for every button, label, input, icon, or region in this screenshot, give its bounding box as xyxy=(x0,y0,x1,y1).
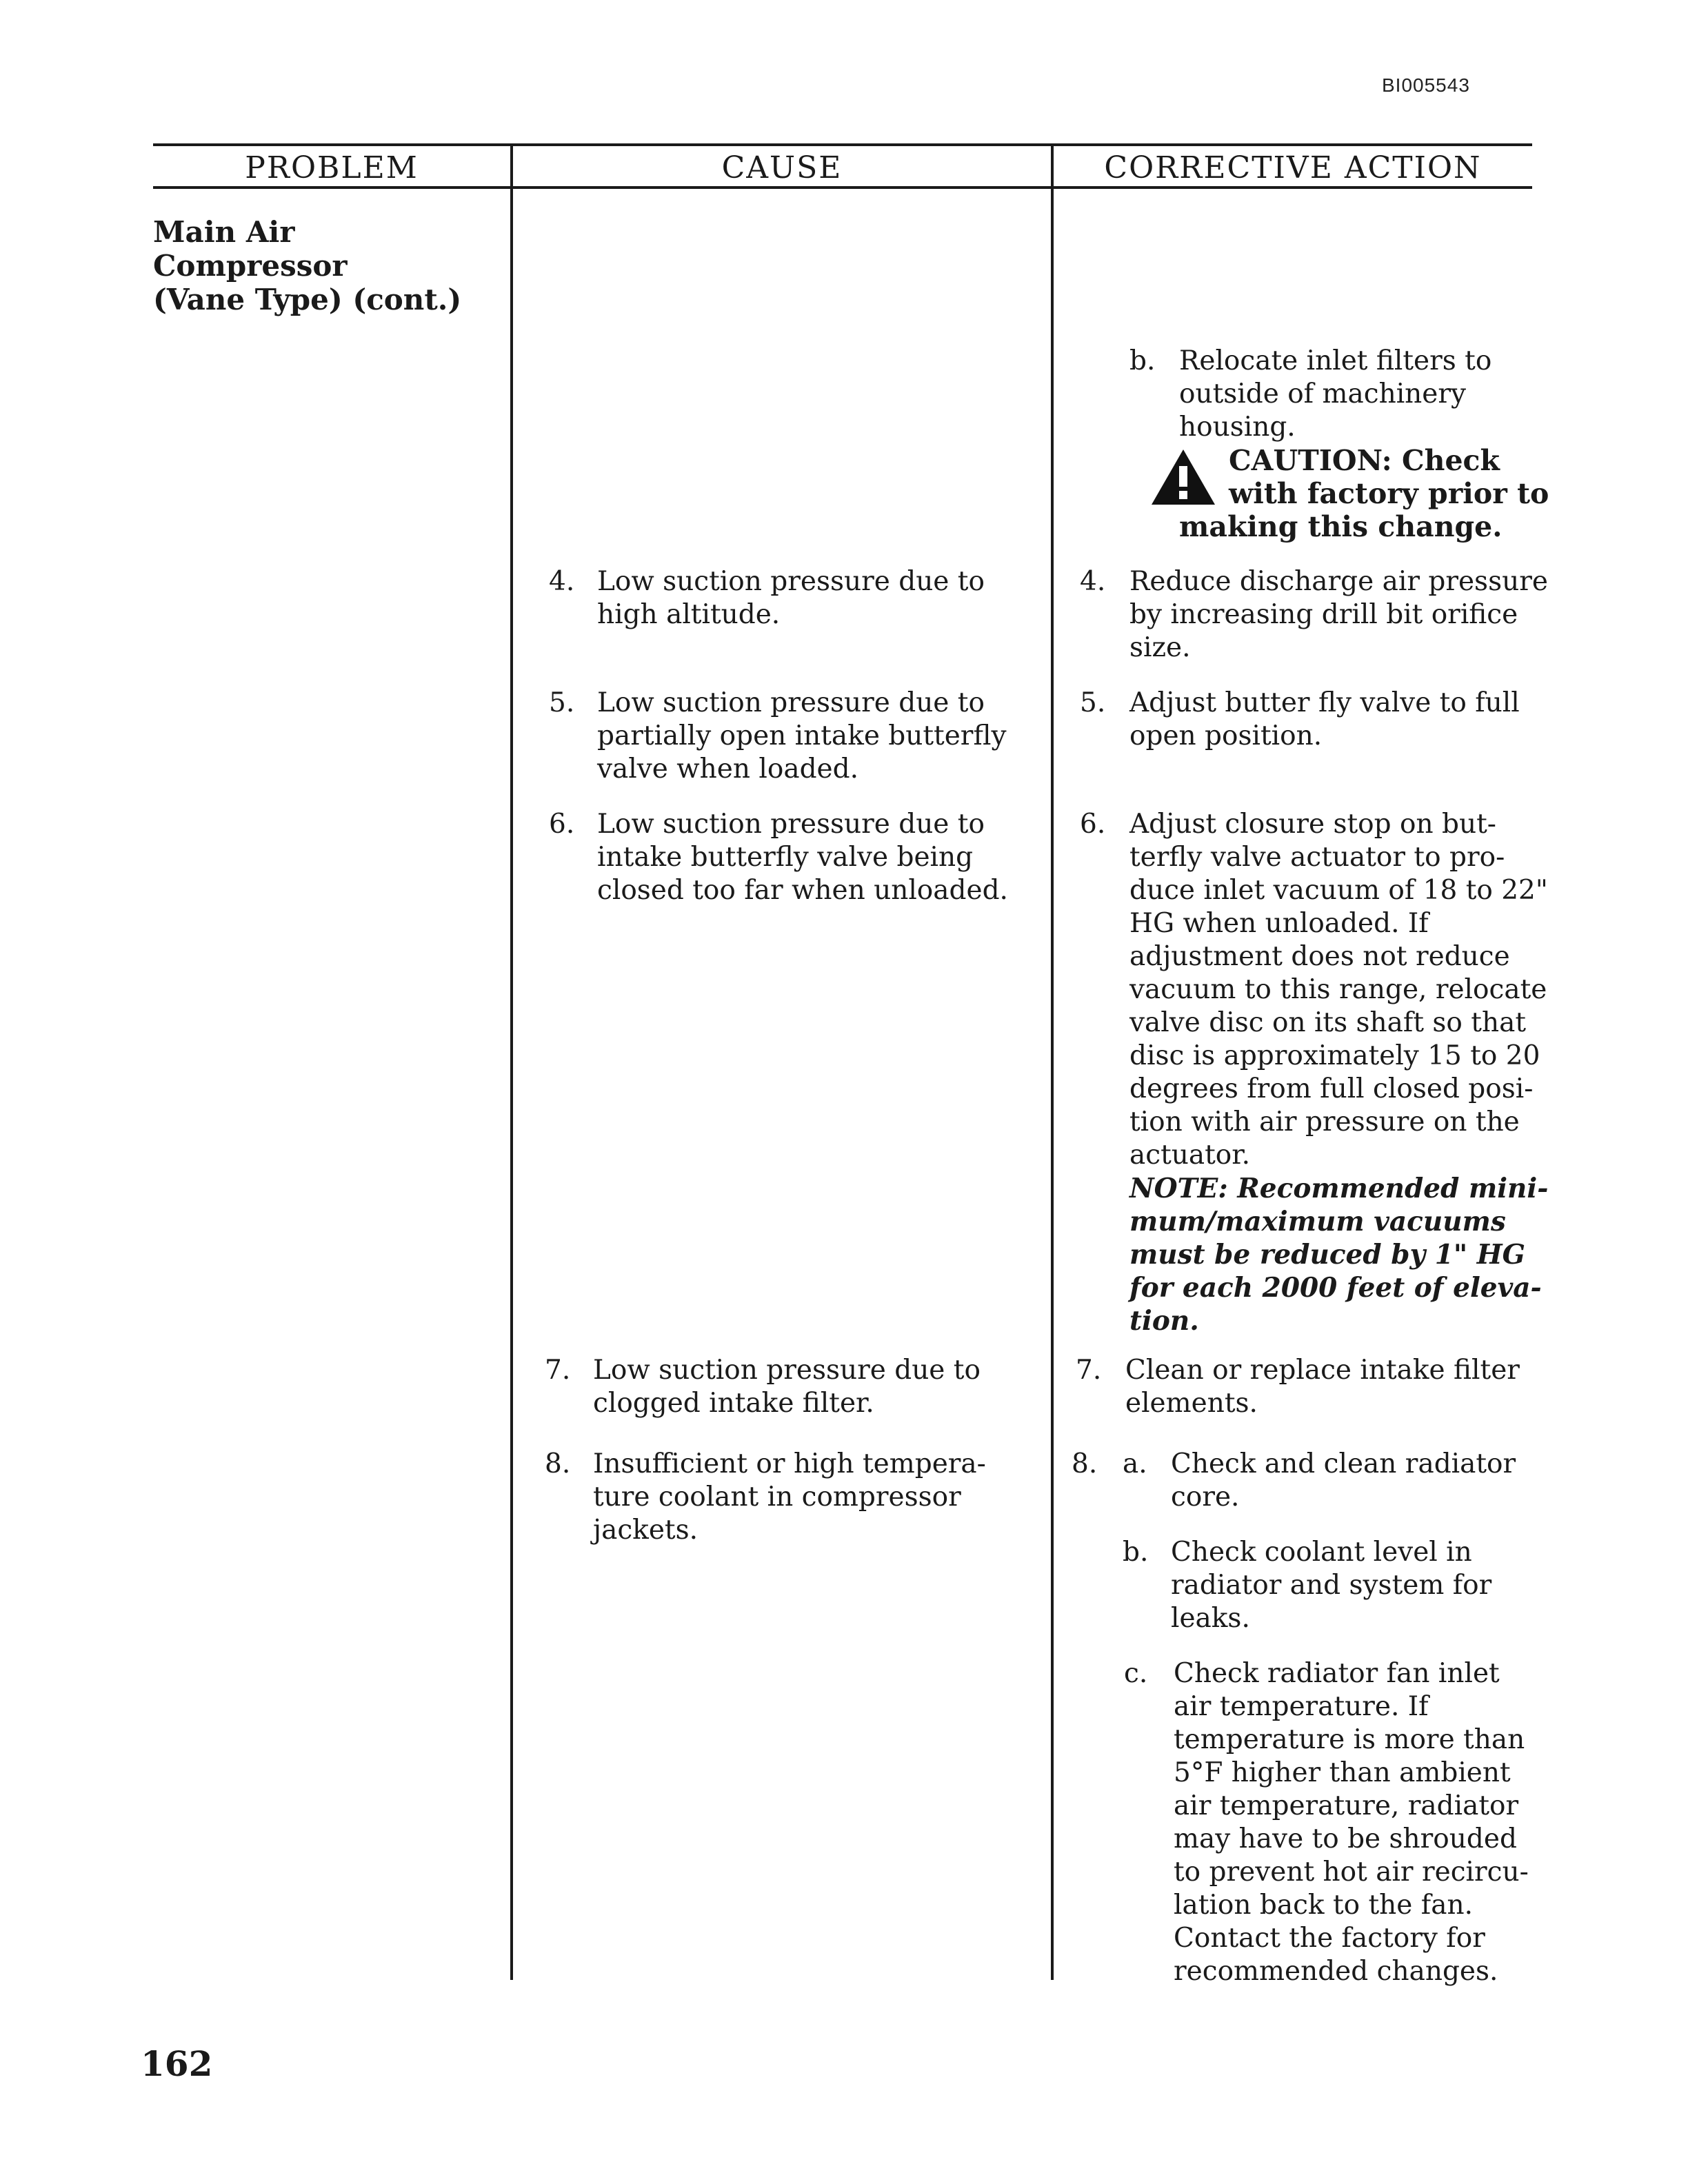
action-sub-item: Check coolant level in radiator and system for leaks. xyxy=(1171,1537,1492,1634)
header-cause: CAUSE xyxy=(721,150,843,185)
table-header-rule xyxy=(153,186,1532,189)
header-problem: PROBLEM xyxy=(245,150,419,185)
cause-number: 8. xyxy=(545,1448,571,1479)
column-divider-1 xyxy=(510,143,513,1980)
problem-line: Compressor xyxy=(153,249,348,283)
problem-line: (Vane Type) (cont.) xyxy=(153,283,462,316)
action-number: 8. xyxy=(1072,1448,1098,1479)
header-corrective-action: CORRECTIVE ACTION xyxy=(1104,150,1482,185)
action-sub-letter: c. xyxy=(1124,1658,1148,1689)
column-divider-2 xyxy=(1051,143,1054,1980)
cause-number: 7. xyxy=(545,1355,571,1386)
table-top-rule xyxy=(153,143,1532,146)
action-number: 6. xyxy=(1080,809,1106,840)
action-sub-item: Check and clean radiator core. xyxy=(1171,1448,1516,1513)
action-number: 5. xyxy=(1080,687,1106,718)
cause-number: 5. xyxy=(549,687,575,718)
problem-title xyxy=(153,215,461,316)
cause-item: Low suction pressure due to partially open intake butterfly valve when loaded. xyxy=(597,687,1007,785)
cause-item: Low suction pressure due to high altitude. xyxy=(597,566,985,630)
action-sub-item: Check radiator fan inlet air temperature. If temperature is more than 5°F higher than ambient air temperature, radiator may have to be shrouded to prevent hot air recircu- lation back to the fan. Contact the factory for recommended changes. xyxy=(1174,1658,1529,1987)
page-number: 162 xyxy=(141,2043,213,2084)
action-b-text: Relocate inlet filters to outside of machinery housing. xyxy=(1179,345,1492,443)
cause-item: Insufficient or high tempera- ture coolant in compressor jackets. xyxy=(593,1448,986,1546)
cause-item: Low suction pressure due to clogged intake filter. xyxy=(593,1355,981,1419)
note-text: NOTE: Recommended mini- mum/maximum vacuums must be reduced by 1" HG for each 2000 feet of eleva- tion. xyxy=(1129,1173,1549,1337)
action-sub-letter: b. xyxy=(1123,1537,1149,1568)
cause-number: 4. xyxy=(549,566,575,597)
action-sub-letter: a. xyxy=(1123,1448,1147,1479)
action-item: Adjust butter fly valve to full open position. xyxy=(1129,687,1520,751)
action-item: Clean or replace intake filter elements. xyxy=(1125,1355,1520,1419)
action-number: 4. xyxy=(1080,566,1106,597)
action-number: 7. xyxy=(1076,1355,1102,1386)
caution-text: CAUTION: Check with factory prior to making this change. xyxy=(1179,444,1549,543)
cause-number: 6. xyxy=(549,809,575,840)
cause-item: Low suction pressure due to intake butterfly valve being closed too far when unloaded. xyxy=(597,809,1008,906)
action-item: Reduce discharge air pressure by increasing drill bit orifice size. xyxy=(1129,566,1548,663)
problem-line: Main Air xyxy=(153,215,295,249)
action-item: Adjust closure stop on but- terfly valve actuator to pro- duce inlet vacuum of 18 to 22" HG when unloaded. If adjustment does not reduce vacuum to this range, relocate valve disc on its shaft so that disc is approximately 15 to 20 degrees from full closed posi- tion with air pressure on the actuator. NOTE: Recommended mini- mum/maximum vacuums must be reduced by 1" HG for each 2000 feet of eleva- tion. xyxy=(1129,809,1549,1337)
action-b-letter: b. xyxy=(1129,345,1156,376)
document-id: BI005543 xyxy=(1382,74,1470,96)
